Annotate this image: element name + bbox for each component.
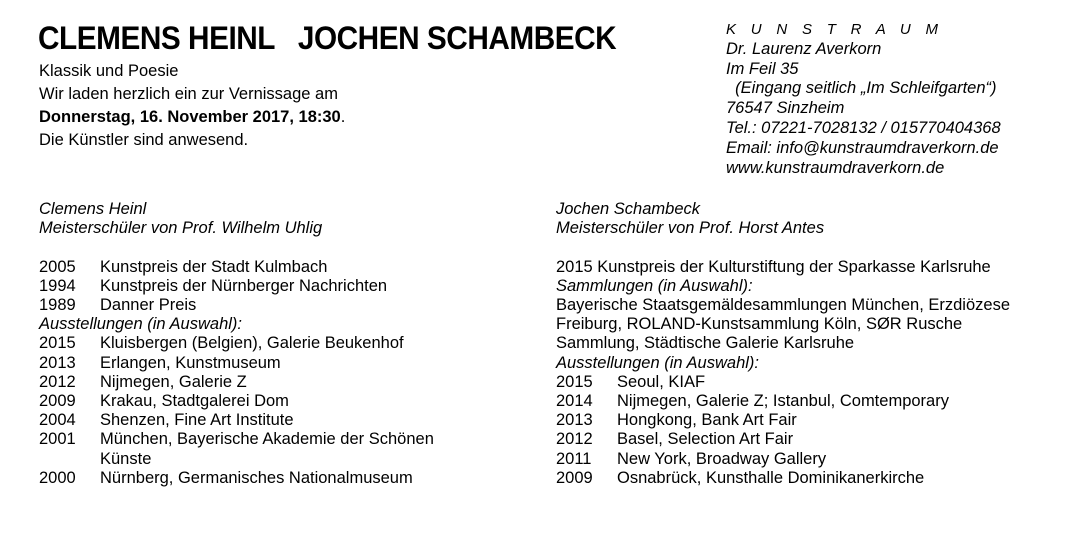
award-year: 1989 bbox=[39, 296, 76, 314]
contact-entrance: (Eingang seitlich „Im Schleifgarten“) bbox=[726, 79, 997, 98]
contact-phone: Tel.: 07221-7028132 / 015770404368 bbox=[726, 118, 1001, 137]
exhibition-year: 2001 bbox=[39, 430, 76, 449]
award-text: Kunstpreis der Stadt Kulmbach bbox=[100, 257, 328, 276]
exhibition-row bbox=[556, 373, 1036, 392]
exhibition-text: Basel, Selection Art Fair bbox=[617, 430, 794, 449]
exhibition-row bbox=[556, 392, 1036, 411]
exhibition-text: New York, Broadway Gallery bbox=[617, 449, 827, 468]
award-year: 2005 bbox=[39, 257, 76, 276]
artist-teacher: Meisterschüler von Prof. Horst Antes bbox=[556, 219, 825, 238]
award-row bbox=[39, 258, 509, 277]
exhibition-row bbox=[39, 354, 509, 373]
artist-name: Clemens Heinl bbox=[39, 200, 147, 218]
exhibition-text: München, Bayerische Akademie der Schönen Künste bbox=[100, 430, 434, 468]
exhibitions-heading: Ausstellungen (in Auswahl): bbox=[39, 315, 242, 334]
award-row bbox=[39, 277, 509, 296]
spacer bbox=[39, 238, 509, 257]
exhibition-text: Kluisbergen (Belgien), Galerie Beukenhof bbox=[100, 334, 404, 353]
spacer bbox=[556, 238, 1036, 257]
right-artist-column bbox=[556, 200, 1036, 488]
award-year: 1994 bbox=[39, 276, 76, 295]
intro-block bbox=[39, 60, 345, 152]
left-artist-column bbox=[39, 200, 509, 488]
contact-city: 76547 Sinzheim bbox=[726, 99, 845, 118]
exhibition-text: Erlangen, Kunstmuseum bbox=[100, 353, 281, 372]
exhibition-row bbox=[39, 430, 449, 468]
collections-heading: Sammlungen (in Auswahl): bbox=[556, 276, 753, 295]
artist-name: Jochen Schambeck bbox=[556, 200, 700, 218]
page-title: CLEMENS HEINL JOCHEN SCHAMBECK bbox=[38, 20, 617, 56]
venue-name: K U N S T R A U M bbox=[726, 21, 944, 38]
exhibitions-heading: Ausstellungen (in Auswahl): bbox=[556, 353, 759, 372]
exhibition-row bbox=[39, 334, 509, 353]
exhibition-text: Hongkong, Bank Art Fair bbox=[617, 411, 797, 430]
exhibition-year: 2009 bbox=[556, 468, 593, 487]
exhibition-year: 2000 bbox=[39, 468, 76, 487]
collections-text: Bayerische Staatsgemäldesammlungen München, Erzdiözese Freiburg, ROLAND-Kunstsammlung Köln, SØR Rusche Sammlung, Städtische Galerie Karlsruhe bbox=[556, 296, 1010, 353]
award-text: Danner Preis bbox=[100, 296, 197, 314]
exhibition-year: 2011 bbox=[556, 449, 592, 468]
exhibition-row bbox=[39, 392, 509, 411]
date-line bbox=[39, 106, 345, 129]
event-date: Donnerstag, 16. November 2017, 18:30 bbox=[39, 108, 341, 126]
exhibition-row bbox=[556, 430, 1036, 449]
exhibition-text: Nijmegen, Galerie Z bbox=[100, 372, 247, 391]
contact-website[interactable]: www.kunstraumdraverkorn.de bbox=[726, 158, 945, 177]
contact-email[interactable]: Email: info@kunstraumdraverkorn.de bbox=[726, 138, 999, 157]
exhibition-row bbox=[39, 411, 509, 430]
artists-present: Die Künstler sind anwesend. bbox=[39, 131, 249, 149]
award-row bbox=[39, 296, 509, 315]
exhibition-year: 2014 bbox=[556, 392, 593, 411]
subtitle: Klassik und Poesie bbox=[39, 62, 179, 80]
exhibition-text: Seoul, KIAF bbox=[617, 372, 706, 391]
exhibition-year: 2012 bbox=[39, 372, 76, 391]
exhibition-text: Shenzen, Fine Art Institute bbox=[100, 411, 294, 430]
exhibition-row bbox=[39, 373, 509, 392]
exhibition-text: Nürnberg, Germanisches Nationalmuseum bbox=[100, 468, 413, 487]
contact-block bbox=[726, 20, 1001, 178]
exhibition-text: Nijmegen, Galerie Z; Istanbul, Comtemporary bbox=[617, 392, 949, 411]
exhibition-row bbox=[556, 469, 1036, 488]
exhibition-year: 2004 bbox=[39, 411, 76, 430]
award-text: Kunstpreis der Nürnberger Nachrichten bbox=[100, 276, 388, 295]
contact-street: Im Feil 35 bbox=[726, 59, 799, 78]
exhibition-row bbox=[39, 469, 509, 488]
exhibition-text: Osnabrück, Kunsthalle Dominikanerkirche bbox=[617, 468, 925, 487]
exhibition-year: 2013 bbox=[39, 353, 76, 372]
exhibition-row bbox=[556, 450, 1036, 469]
exhibition-year: 2015 bbox=[556, 372, 593, 391]
exhibition-row bbox=[556, 411, 1036, 430]
award-line: 2015 Kunstpreis der Kulturstiftung der Sparkasse Karlsruhe bbox=[556, 257, 991, 276]
artist-teacher: Meisterschüler von Prof. Wilhelm Uhlig bbox=[39, 219, 323, 238]
invite-line: Wir laden herzlich ein zur Vernissage am bbox=[39, 85, 338, 103]
date-suffix: . bbox=[340, 108, 346, 126]
exhibition-text: Krakau, Stadtgalerei Dom bbox=[100, 392, 289, 411]
exhibition-year: 2015 bbox=[39, 334, 76, 353]
contact-name: Dr. Laurenz Averkorn bbox=[726, 39, 882, 58]
exhibition-year: 2009 bbox=[39, 392, 76, 411]
exhibition-year: 2013 bbox=[556, 411, 593, 430]
exhibition-year: 2012 bbox=[556, 430, 593, 449]
